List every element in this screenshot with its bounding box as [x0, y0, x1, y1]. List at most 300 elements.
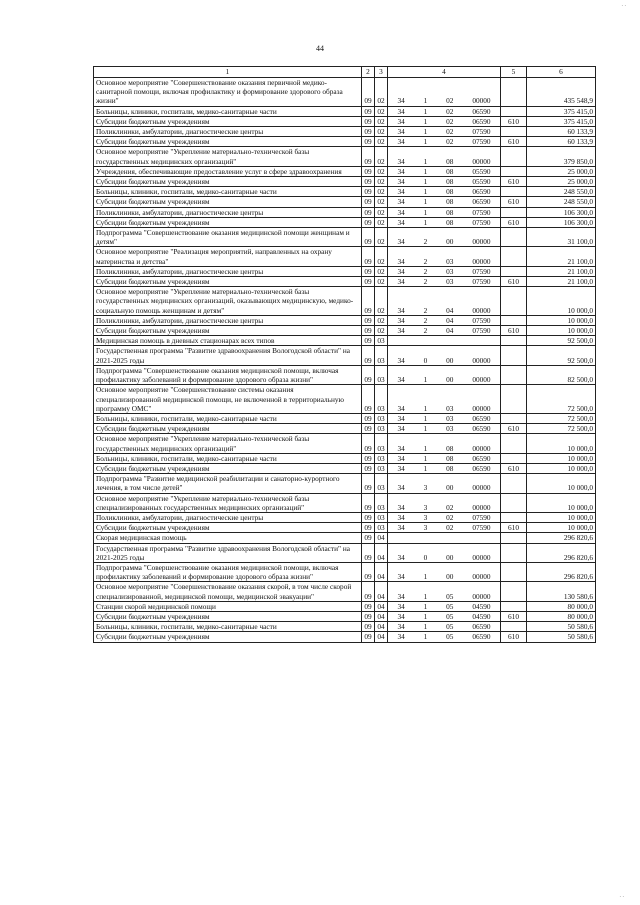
row-amount: 10 000,0: [527, 474, 596, 493]
row-expense-type: [501, 207, 527, 217]
row-expense-type: [501, 315, 527, 325]
code-part: 34: [397, 375, 405, 385]
row-target-code: [388, 611, 501, 621]
row-target-code: [388, 434, 501, 453]
row-amount: 379 850,0: [527, 147, 596, 166]
row-section: 09: [362, 474, 375, 493]
row-expense-type: [501, 228, 527, 247]
row-section: 09: [362, 533, 375, 543]
row-expense-type: [501, 543, 527, 562]
row-subsection: 02: [375, 127, 388, 137]
row-subsection: 04: [375, 611, 388, 621]
code-part: 2: [423, 326, 428, 336]
row-expense-type: 610: [501, 424, 527, 434]
row-section: 09: [362, 78, 375, 107]
row-section: 09: [362, 287, 375, 316]
row-target-code: [388, 247, 501, 266]
row-amount: 82 500,0: [527, 365, 596, 384]
row-amount: 435 548,9: [527, 78, 596, 107]
code-part: 1: [423, 156, 428, 166]
row-target-code: [388, 493, 501, 512]
table-row: [94, 434, 596, 453]
row-amount: 296 820,6: [527, 533, 596, 543]
row-amount: 10 000,0: [527, 493, 596, 512]
code-part: 03: [446, 256, 454, 266]
code-part: 02: [446, 512, 454, 522]
table-row: [94, 463, 596, 473]
code-part: 3: [423, 512, 428, 522]
row-section: 09: [362, 326, 375, 336]
row-name: Основное мероприятие "Совершенствование оказания скорой, в том числе скорой специализированной, медицинской помощи, медицинской эвакуации": [94, 582, 362, 601]
code-part: 07590: [472, 523, 491, 533]
code-part: 06590: [472, 463, 491, 473]
row-target-code: [388, 453, 501, 463]
row-subsection: 02: [375, 247, 388, 266]
row-amount: 72 500,0: [527, 385, 596, 414]
row-section: 09: [362, 266, 375, 276]
row-amount: 106 300,0: [527, 217, 596, 227]
code-part: 00: [446, 572, 454, 582]
table-row: [94, 533, 596, 543]
row-section: 09: [362, 385, 375, 414]
code-part: 05: [446, 632, 454, 642]
row-name: Основное мероприятие "Укрепление материально-технической базы специализированных государственных медицинских организаций": [94, 493, 362, 512]
code-part: 04: [446, 326, 454, 336]
code-part: 34: [397, 96, 405, 106]
code-part: 34: [397, 137, 405, 147]
row-subsection: 02: [375, 326, 388, 336]
row-target-code: [388, 177, 501, 187]
code-part: 06590: [472, 424, 491, 434]
row-subsection: 02: [375, 228, 388, 247]
row-expense-type: [501, 127, 527, 137]
table-row: [94, 137, 596, 147]
code-part: 2: [423, 237, 428, 247]
code-part: 02: [446, 502, 454, 512]
row-section: 09: [362, 493, 375, 512]
table-row: [94, 474, 596, 493]
row-expense-type: 610: [501, 116, 527, 126]
row-section: 09: [362, 611, 375, 621]
row-subsection: 02: [375, 78, 388, 107]
table-row: [94, 197, 596, 207]
row-subsection: 04: [375, 543, 388, 562]
row-expense-type: [501, 453, 527, 463]
row-name: Субсидии бюджетным учреждениям: [94, 177, 362, 187]
row-section: 09: [362, 434, 375, 453]
row-target-code: [388, 512, 501, 522]
code-part: 34: [397, 127, 405, 137]
row-name: Поликлиники, амбулатории, диагностические центры: [94, 266, 362, 276]
header-col-5: 5: [501, 67, 527, 78]
row-target-code: [388, 127, 501, 137]
code-part: 07590: [472, 277, 491, 287]
code-part: 34: [397, 116, 405, 126]
row-section: 09: [362, 453, 375, 463]
code-part: 1: [423, 197, 428, 207]
row-expense-type: [501, 266, 527, 276]
table-row: [94, 453, 596, 463]
row-subsection: 02: [375, 266, 388, 276]
row-section: 09: [362, 463, 375, 473]
code-part: 06590: [472, 413, 491, 423]
row-subsection: 03: [375, 463, 388, 473]
row-amount: 10 000,0: [527, 463, 596, 473]
row-target-code: [388, 217, 501, 227]
row-amount: 296 820,6: [527, 543, 596, 562]
row-subsection: 03: [375, 453, 388, 463]
code-part: 00: [446, 552, 454, 562]
code-part: 34: [397, 523, 405, 533]
row-amount: 130 580,6: [527, 582, 596, 601]
row-target-code: [388, 582, 501, 601]
code-part: 03: [446, 277, 454, 287]
code-part: 34: [397, 256, 405, 266]
row-expense-type: [501, 622, 527, 632]
code-part: 34: [397, 166, 405, 176]
row-name: Субсидии бюджетным учреждениям: [94, 277, 362, 287]
row-target-code: [388, 424, 501, 434]
code-part: 34: [397, 177, 405, 187]
code-part: 08: [446, 453, 454, 463]
row-section: 09: [362, 247, 375, 266]
row-section: 09: [362, 336, 375, 346]
code-part: 34: [397, 187, 405, 197]
code-part: 00000: [472, 96, 491, 106]
row-expense-type: [501, 512, 527, 522]
row-target-code: [388, 385, 501, 414]
row-target-code: [388, 413, 501, 423]
row-expense-type: [501, 106, 527, 116]
row-subsection: 02: [375, 315, 388, 325]
code-part: 1: [423, 106, 428, 116]
row-expense-type: [501, 434, 527, 453]
row-section: 09: [362, 632, 375, 642]
row-subsection: 03: [375, 385, 388, 414]
code-part: 34: [397, 266, 405, 276]
code-part: 34: [397, 453, 405, 463]
code-part: 00000: [472, 156, 491, 166]
code-part: 00000: [472, 572, 491, 582]
code-part: 1: [423, 601, 428, 611]
code-part: 05: [446, 591, 454, 601]
code-part: 1: [423, 591, 428, 601]
row-subsection: 02: [375, 207, 388, 217]
code-part: 34: [397, 315, 405, 325]
table-row: [94, 187, 596, 197]
code-part: 00000: [472, 443, 491, 453]
code-part: 06590: [472, 197, 491, 207]
row-target-code: [388, 116, 501, 126]
table-row: [94, 106, 596, 116]
row-expense-type: [501, 187, 527, 197]
header-col-1: 1: [94, 67, 362, 78]
code-part: 34: [397, 413, 405, 423]
row-expense-type: 610: [501, 277, 527, 287]
row-target-code: [388, 197, 501, 207]
table-row: [94, 601, 596, 611]
code-part: 00000: [472, 355, 491, 365]
table-row: [94, 147, 596, 166]
table-row: [94, 315, 596, 325]
code-part: 1: [423, 424, 428, 434]
row-expense-type: [501, 493, 527, 512]
code-part: 1: [423, 375, 428, 385]
code-part: 00000: [472, 483, 491, 493]
table-row: [94, 326, 596, 336]
table-row: [94, 385, 596, 414]
code-part: 07590: [472, 266, 491, 276]
row-expense-type: [501, 287, 527, 316]
code-part: 07590: [472, 512, 491, 522]
row-name: Поликлиники, амбулатории, диагностические центры: [94, 512, 362, 522]
row-amount: 25 000,0: [527, 177, 596, 187]
code-part: 1: [423, 413, 428, 423]
row-target-code: [388, 533, 501, 543]
row-subsection: 04: [375, 601, 388, 611]
header-col-4: 4: [388, 67, 501, 78]
code-part: 34: [397, 552, 405, 562]
row-section: 09: [362, 562, 375, 581]
row-expense-type: [501, 166, 527, 176]
row-subsection: 04: [375, 622, 388, 632]
row-section: 09: [362, 137, 375, 147]
code-part: 34: [397, 611, 405, 621]
row-subsection: 03: [375, 434, 388, 453]
code-part: 02: [446, 137, 454, 147]
row-subsection: 03: [375, 365, 388, 384]
code-part: 34: [397, 106, 405, 116]
table-row: [94, 166, 596, 176]
code-part: 02: [446, 116, 454, 126]
row-name: Государственная программа "Развитие здравоохранения Вологодской области" на 2021-2025 годы: [94, 543, 362, 562]
row-section: 09: [362, 346, 375, 365]
row-subsection: 02: [375, 187, 388, 197]
row-expense-type: [501, 413, 527, 423]
row-target-code: [388, 187, 501, 197]
table-row: [94, 217, 596, 227]
table-row: [94, 632, 596, 642]
row-name: Скорая медицинская помощь: [94, 533, 362, 543]
code-part: 06590: [472, 116, 491, 126]
code-part: 04590: [472, 611, 491, 621]
code-part: 06590: [472, 622, 491, 632]
row-expense-type: [501, 365, 527, 384]
code-part: 08: [446, 177, 454, 187]
row-section: 09: [362, 315, 375, 325]
page-number: 44: [316, 44, 324, 53]
row-name: Поликлиники, амбулатории, диагностические центры: [94, 127, 362, 137]
table-row: [94, 78, 596, 107]
row-name: Субсидии бюджетным учреждениям: [94, 632, 362, 642]
row-subsection: 02: [375, 137, 388, 147]
row-expense-type: [501, 346, 527, 365]
code-part: 00: [446, 355, 454, 365]
row-target-code: [388, 315, 501, 325]
row-target-code: [388, 463, 501, 473]
row-amount: 50 580,6: [527, 632, 596, 642]
row-subsection: 04: [375, 632, 388, 642]
row-subsection: 02: [375, 106, 388, 116]
row-subsection: 04: [375, 533, 388, 543]
row-expense-type: [501, 601, 527, 611]
row-expense-type: [501, 474, 527, 493]
row-section: 09: [362, 166, 375, 176]
row-amount: 72 500,0: [527, 413, 596, 423]
row-amount: 10 000,0: [527, 434, 596, 453]
code-part: 08: [446, 197, 454, 207]
row-amount: 10 000,0: [527, 287, 596, 316]
code-part: 05: [446, 622, 454, 632]
code-part: 07590: [472, 217, 491, 227]
code-part: 07590: [472, 137, 491, 147]
table-row: [94, 493, 596, 512]
row-expense-type: 610: [501, 632, 527, 642]
row-amount: 25 000,0: [527, 166, 596, 176]
row-expense-type: [501, 147, 527, 166]
code-part: 08: [446, 187, 454, 197]
row-amount: 50 580,6: [527, 622, 596, 632]
code-part: 00000: [472, 591, 491, 601]
row-name: Субсидии бюджетным учреждениям: [94, 523, 362, 533]
code-part: 05: [446, 611, 454, 621]
row-subsection: 03: [375, 493, 388, 512]
code-part: 00: [446, 483, 454, 493]
table-row: [94, 287, 596, 316]
row-amount: 375 415,0: [527, 116, 596, 126]
code-part: 02: [446, 127, 454, 137]
code-part: 34: [397, 197, 405, 207]
table-row: [94, 622, 596, 632]
row-section: 09: [362, 116, 375, 126]
code-part: 1: [423, 453, 428, 463]
row-name: Субсидии бюджетным учреждениям: [94, 217, 362, 227]
row-name: Субсидии бюджетным учреждениям: [94, 463, 362, 473]
row-section: 09: [362, 413, 375, 423]
code-part: 34: [397, 601, 405, 611]
row-amount: 92 500,0: [527, 346, 596, 365]
table-row: [94, 562, 596, 581]
code-part: 06590: [472, 453, 491, 463]
row-target-code: [388, 326, 501, 336]
code-part: 34: [397, 463, 405, 473]
code-part: 1: [423, 137, 428, 147]
row-section: 09: [362, 127, 375, 137]
code-part: 05590: [472, 177, 491, 187]
row-name: Основное мероприятие "Укрепление материально-технической базы государственных медицинских организаций": [94, 434, 362, 453]
code-part: 34: [397, 632, 405, 642]
row-subsection: 03: [375, 346, 388, 365]
row-expense-type: [501, 582, 527, 601]
row-amount: 60 133,9: [527, 127, 596, 137]
code-part: 34: [397, 237, 405, 247]
row-name: Медицинская помощь в дневных стационарах всех типов: [94, 336, 362, 346]
code-part: 1: [423, 622, 428, 632]
code-part: 1: [423, 572, 428, 582]
code-part: 34: [397, 443, 405, 453]
code-part: 08: [446, 217, 454, 227]
row-expense-type: [501, 533, 527, 543]
row-subsection: 03: [375, 512, 388, 522]
table-row: [94, 266, 596, 276]
row-name: Основное мероприятие "Совершенствование оказания первичной медико-санитарной помощи, включая профилактику и формирование здорового образа жизни": [94, 78, 362, 107]
code-part: 34: [397, 305, 405, 315]
code-part: 34: [397, 403, 405, 413]
code-part: 1: [423, 166, 428, 176]
table-row: [94, 247, 596, 266]
code-part: 00: [446, 375, 454, 385]
row-subsection: 02: [375, 116, 388, 126]
row-name: Основное мероприятие "Укрепление материально-технической базы государственных медицинских организаций, оказывающих медицинскую, медико-социальную помощь женщинам и детям": [94, 287, 362, 316]
row-target-code: [388, 277, 501, 287]
code-part: 34: [397, 512, 405, 522]
code-part: 02: [446, 96, 454, 106]
row-amount: 31 100,0: [527, 228, 596, 247]
row-expense-type: 610: [501, 611, 527, 621]
code-part: 00: [446, 237, 454, 247]
row-target-code: [388, 78, 501, 107]
code-part: 00000: [472, 256, 491, 266]
row-name: Больницы, клиники, госпитали, медико-санитарные части: [94, 187, 362, 197]
row-section: 09: [362, 106, 375, 116]
row-section: 09: [362, 582, 375, 601]
code-part: 04: [446, 305, 454, 315]
code-part: 05: [446, 601, 454, 611]
row-expense-type: [501, 247, 527, 266]
code-part: 3: [423, 523, 428, 533]
code-part: 2: [423, 305, 428, 315]
row-subsection: 02: [375, 166, 388, 176]
scan-corner-mark-bottom: . .: [619, 893, 624, 899]
row-expense-type: [501, 385, 527, 414]
code-part: 0: [423, 355, 428, 365]
code-part: 00000: [472, 552, 491, 562]
code-part: 08: [446, 207, 454, 217]
row-amount: 10 000,0: [527, 315, 596, 325]
table-row: [94, 336, 596, 346]
row-amount: 248 550,0: [527, 197, 596, 207]
header-col-3: 3: [375, 67, 388, 78]
row-amount: 80 000,0: [527, 601, 596, 611]
row-expense-type: 610: [501, 326, 527, 336]
code-part: 00000: [472, 305, 491, 315]
row-section: 09: [362, 217, 375, 227]
row-subsection: 02: [375, 287, 388, 316]
row-section: 09: [362, 277, 375, 287]
row-amount: 106 300,0: [527, 207, 596, 217]
row-target-code: [388, 287, 501, 316]
row-name: Подпрограмма "Развитие медицинской реабилитации и санаторно-курортного лечения, в том числе детей": [94, 474, 362, 493]
row-amount: 248 550,0: [527, 187, 596, 197]
row-target-code: [388, 106, 501, 116]
row-amount: 21 100,0: [527, 277, 596, 287]
code-part: 34: [397, 217, 405, 227]
row-expense-type: 610: [501, 197, 527, 207]
table-row: [94, 424, 596, 434]
row-amount: 10 000,0: [527, 326, 596, 336]
row-section: 09: [362, 543, 375, 562]
code-part: 34: [397, 591, 405, 601]
code-part: 1: [423, 127, 428, 137]
row-name: Больницы, клиники, госпитали, медико-санитарные части: [94, 413, 362, 423]
code-part: 1: [423, 96, 428, 106]
row-name: Поликлиники, амбулатории, диагностические центры: [94, 207, 362, 217]
row-amount: 21 100,0: [527, 247, 596, 266]
code-part: 34: [397, 572, 405, 582]
table-row: [94, 413, 596, 423]
code-part: 04: [446, 315, 454, 325]
code-part: 06590: [472, 106, 491, 116]
